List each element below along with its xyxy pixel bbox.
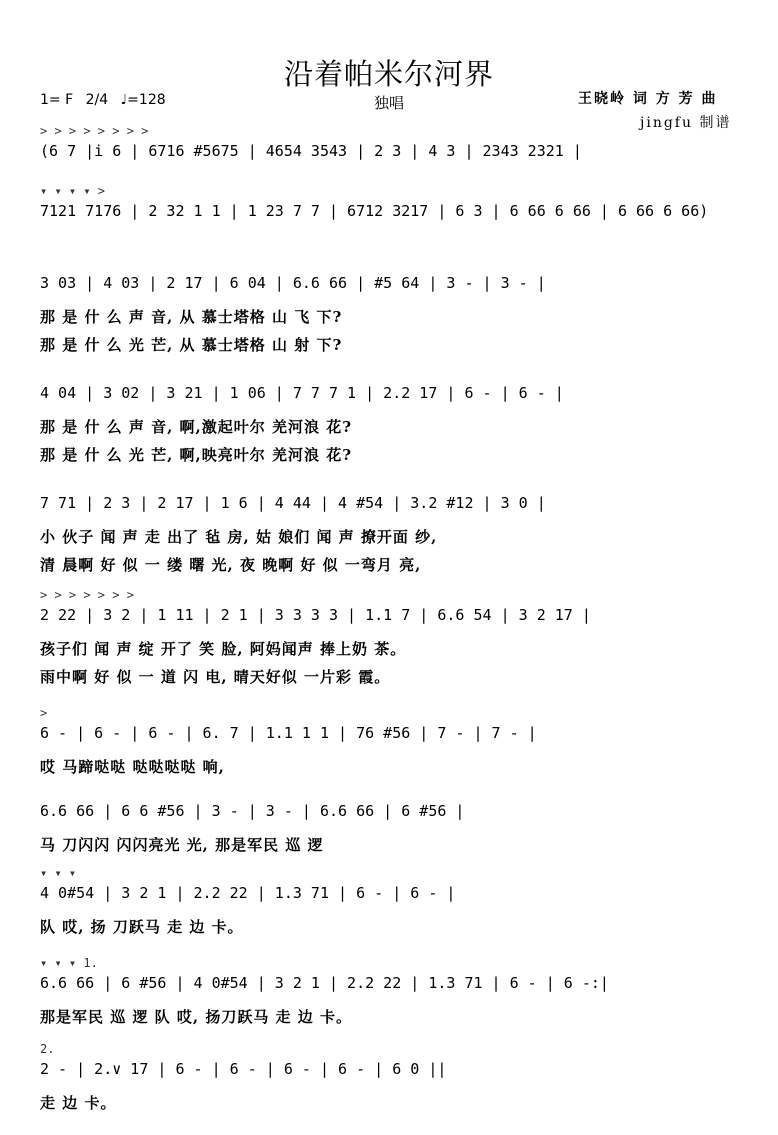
notation-line: 2 - | 2.∨ 17 | 6 - | 6 - | 6 - | 6 - | 6 0 || (40, 1060, 447, 1078)
accent-marks: > > > > > > > > (40, 124, 149, 138)
notation-line: 3 03 | 4 03 | 2 17 | 6 04 | 6.6 66 | #5 64 | 3 - | 3 - | (40, 274, 546, 292)
lyric-line: 马 刀闪闪 闪闪亮光 光, 那是军民 巡 逻 (40, 836, 324, 854)
lyric-line: 清 晨啊 好 似 一 缕 曙 光, 夜 晚啊 好 似 一弯月 亮, (40, 556, 422, 574)
lyric-line: 哎 马蹄哒哒 哒哒哒哒 响, (40, 758, 225, 776)
lyric-line: 那 是 什 么 声 音, 从 慕士塔格 山 飞 下? (40, 308, 343, 326)
accent-marks: > > > > > > > (40, 588, 134, 602)
notation-line: 4 0#54 | 3 2 1 | 2.2 22 | 1.3 71 | 6 - | 6 - | (40, 884, 456, 902)
accent-marks: ▾ ▾ ▾ ▾ > (40, 184, 106, 198)
lyric-line: 走 边 卡。 (40, 1094, 117, 1112)
lyric-line: 那 是 什 么 光 芒, 啊,映亮叶尔 羌河浪 花? (40, 446, 353, 464)
lyric-line: 雨中啊 好 似 一 道 闪 电, 晴天好似 一片彩 霞。 (40, 668, 391, 686)
time-signature: 2/4 (85, 92, 109, 108)
lyric-line: 小 伙子 闻 声 走 出了 毡 房, 姑 娘们 闻 声 撩开面 纱, (40, 528, 438, 546)
key-signature: 1= F (40, 92, 74, 108)
key-tempo (40, 92, 166, 108)
engraver: jingfu 制谱 (640, 115, 732, 131)
lyric-line: 那 是 什 么 光 芒, 从 慕士塔格 山 射 下? (40, 336, 343, 354)
lyric-line: 孩子们 闻 声 绽 开了 笑 脸, 阿妈闻声 捧上奶 茶。 (40, 640, 407, 658)
notation-line: 2 22 | 3 2 | 1 11 | 2 1 | 3 3 3 3 | 1.1 7 | 6.6 54 | 3 2 17 | (40, 606, 591, 624)
lyric-line: 队 哎, 扬 刀跃马 走 边 卡。 (40, 918, 244, 936)
accent-marks: 2. (40, 1042, 55, 1056)
notation-line: 4 04 | 3 02 | 3 21 | 1 06 | 7 7 7 1 | 2.2 17 | 6 - | 6 - | (40, 384, 564, 402)
accent-marks: ▾ ▾ ▾ 1. (40, 956, 98, 970)
accent-marks: ▾ ▾ ▾ (40, 866, 77, 880)
song-subtitle: 独唱 (373, 94, 404, 112)
tempo-marking: ♩=128 (120, 92, 166, 108)
notation-line: 6.6 66 | 6 #56 | 4 0#54 | 3 2 1 | 2.2 22 | 1.3 71 | 6 - | 6 -:| (40, 974, 609, 992)
notation-line: 7121 7176 | 2 32 1 1 | 1 23 7 7 | 6712 3217 | 6 3 | 6 66 6 66 | 6 66 6 66) (40, 202, 709, 220)
notation-line: 6 - | 6 - | 6 - | 6. 7 | 1.1 1 1 | 76 #56 | 7 - | 7 - | (40, 724, 537, 742)
notation-line: (6 7 |i 6 | 6716 #5675 | 4654 3543 | 2 3 | 4 3 | 2343 2321 | (40, 142, 582, 160)
lyric-line: 那是军民 巡 逻 队 哎, 扬刀跃马 走 边 卡。 (40, 1008, 353, 1026)
notation-line: 6.6 66 | 6 6 #56 | 3 - | 3 - | 6.6 66 | 6 #56 | (40, 802, 465, 820)
lyric-line: 那 是 什 么 声 音, 啊,激起叶尔 羌河浪 花? (40, 418, 353, 436)
notation-line: 7 71 | 2 3 | 2 17 | 1 6 | 4 44 | 4 #54 | 3.2 #12 | 3 0 | (40, 494, 546, 512)
song-title: 沿着帕米尔河界 (283, 57, 494, 91)
lyricist-composer: 王晓岭 词 方 芳 曲 (578, 91, 718, 107)
accent-marks: > (40, 706, 48, 720)
